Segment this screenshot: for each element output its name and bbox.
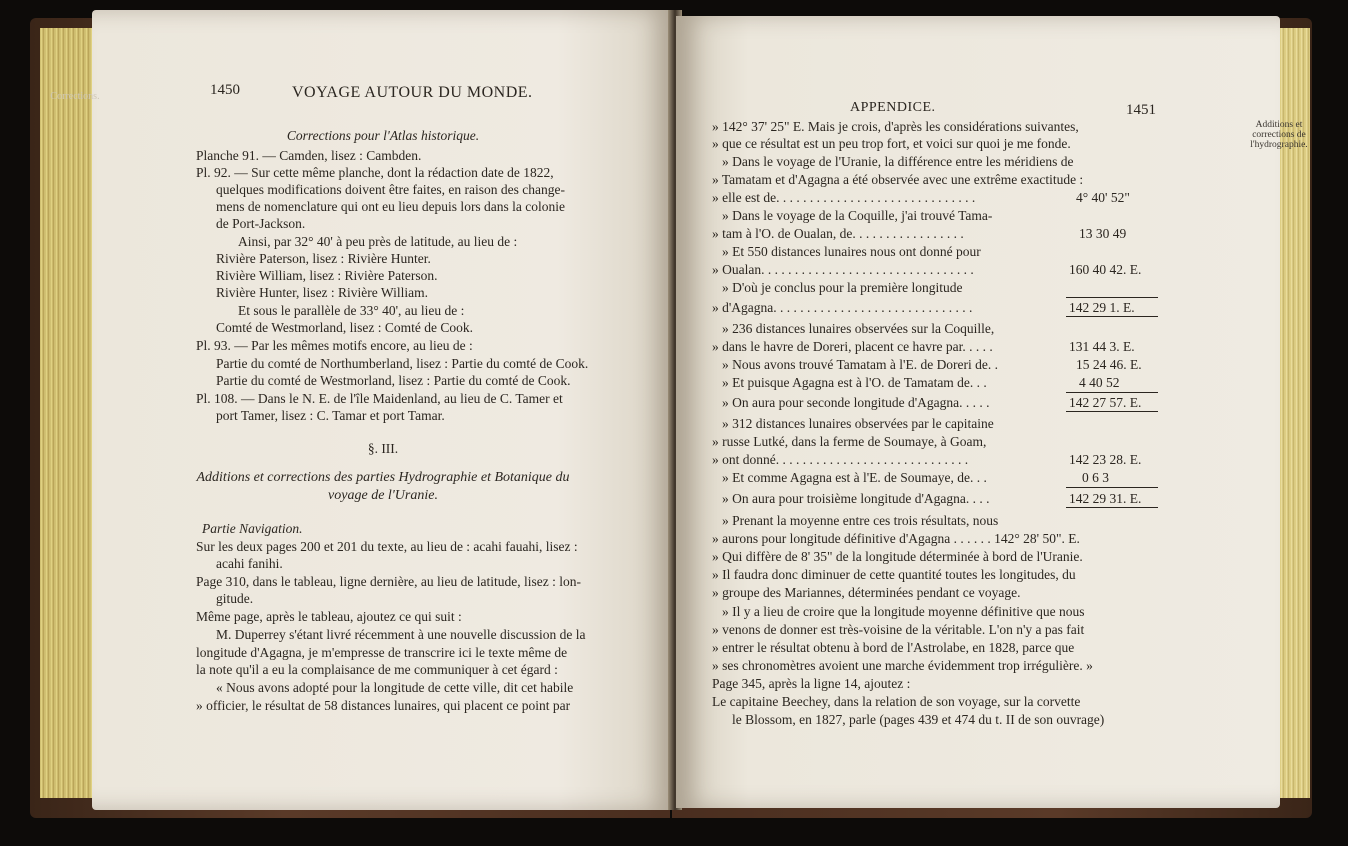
text-line: acahi fanihi. xyxy=(216,556,283,571)
text-line: Et sous le parallèle de 33° 40', au lieu de : xyxy=(238,303,465,318)
sum-rule xyxy=(1066,487,1158,488)
table-row-label: » Et 550 distances lunaires nous ont donné pour xyxy=(722,244,981,259)
text-line: le Blossom, en 1827, parle (pages 439 et 474 du t. II de son ouvrage) xyxy=(732,712,1105,727)
table-row-label: » d'Agagna. . . . . . . . . . . . . . . . . . . . . . . . . . . . . . xyxy=(712,300,973,315)
table-row-label: » Et puisque Agagna est à l'O. de Tamatam de. . . xyxy=(722,375,987,390)
table-row-value: 142 29 1. E. xyxy=(1069,300,1135,315)
sum-rule xyxy=(1066,392,1158,393)
text-line: gitude. xyxy=(216,591,254,606)
text-line: longitude d'Agagna, je m'empresse de transcrire ici le texte même de xyxy=(196,645,568,660)
table-row-value: 142 23 28. E. xyxy=(1069,452,1142,467)
text-line: » 142° 37' 25" E. Mais je crois, d'après les considérations suivantes, xyxy=(712,119,1079,134)
additions-title-cont: voyage de l'Uranie. xyxy=(328,488,438,503)
running-head-right: APPENDICE. xyxy=(850,100,936,115)
table-row-label: » On aura pour seconde longitude d'Agagna. . . . . xyxy=(722,395,990,410)
page-edges-left xyxy=(40,28,92,798)
page-number-left: 1450 xyxy=(210,82,240,98)
text-line: mens de nomenclature qui ont eu lieu depuis lors dans la colonie xyxy=(216,199,566,214)
table-row-label: » 236 distances lunaires observées sur la Coquille, xyxy=(722,321,995,336)
result-rule xyxy=(1066,507,1158,508)
text-line: Rivière Paterson, lisez : Rivière Hunter. xyxy=(216,251,431,266)
text-line: port Tamer, lisez : C. Tamar et port Tamar. xyxy=(216,408,445,423)
text-line: » venons de donner est très-voisine de la véritable. L'on n'y a pas fait xyxy=(712,622,1085,637)
text-line: Page 310, dans le tableau, ligne dernière, au lieu de latitude, lisez : lon- xyxy=(196,574,581,589)
text-line: » Dans le voyage de l'Uranie, la différence entre les méridiens de xyxy=(722,154,1074,169)
table-row-label: » ont donné. . . . . . . . . . . . . . . . . . . . . . . . . . . . . xyxy=(712,452,969,467)
text-line: » officier, le résultat de 58 distances lunaires, qui placent ce point par xyxy=(196,698,571,713)
section-mark: §. III. xyxy=(367,441,399,456)
table-row-value: 142 27 57. E. xyxy=(1069,395,1142,410)
table-row-label: » Oualan. . . . . . . . . . . . . . . . . . . . . . . . . . . . . . . . xyxy=(712,262,974,277)
sum-rule xyxy=(1066,297,1158,298)
table-row-value: 4° 40' 52" xyxy=(1076,190,1130,205)
text-line: la note qu'il a eu la complaisance de me communiquer à cet égard : xyxy=(196,662,558,677)
table-row-value: 131 44 3. E. xyxy=(1069,339,1135,354)
text-line: » Tamatam et d'Agagna a été observée avec une extrême exactitude : xyxy=(712,172,1084,187)
text-line: Sur les deux pages 200 et 201 du texte, au lieu de : acahi fauahi, lisez : xyxy=(196,539,578,554)
text-line: Pl. 108. — Dans le N. E. de l'île Maidenland, au lieu de C. Tamer et xyxy=(196,391,563,406)
table-row-label: » D'où je conclus pour la première longitude xyxy=(722,280,963,295)
text-line: » Il faudra donc diminuer de cette quantité toutes les longitudes, du xyxy=(712,567,1076,582)
table-row-value: 15 24 46. E. xyxy=(1076,357,1142,372)
table-row-value: 13 30 49 xyxy=(1079,226,1127,241)
text-line: Le capitaine Beechey, dans la relation de son voyage, sur la corvette xyxy=(712,694,1081,709)
result-rule xyxy=(1066,411,1158,412)
text-line: » entrer le résultat obtenu à bord de l'Astrolabe, en 1828, parce que xyxy=(712,640,1075,655)
additions-title: Additions et corrections des parties Hydrographie et Botanique du xyxy=(196,470,570,485)
text-line: » Qui diffère de 8' 35" de la longitude déterminée à bord de l'Uranie. xyxy=(712,549,1083,564)
table-row-label: » dans le havre de Doreri, placent ce havre par. . . . . xyxy=(712,339,993,354)
text-line: Pl. 92. — Sur cette même planche, dont la rédaction date de 1822, xyxy=(196,165,554,180)
text-line: » que ce résultat est un peu trop fort, et voici sur quoi je me fonde. xyxy=(712,136,1071,151)
text-line: « Nous avons adopté pour la longitude de cette ville, dit cet habile xyxy=(216,680,574,695)
text-line: Partie du comté de Westmorland, lisez : Partie du comté de Cook. xyxy=(216,373,571,388)
table-row-label: » russe Lutké, dans la ferme de Soumaye, à Goam, xyxy=(712,434,987,449)
table-row-value: 160 40 42. E. xyxy=(1069,262,1142,277)
table-row-label: » 312 distances lunaires observées par le capitaine xyxy=(722,416,994,431)
page-number-right: 1451 xyxy=(1126,102,1156,118)
result-rule xyxy=(1066,316,1158,317)
left-page xyxy=(92,10,674,810)
text-line: Pl. 93. — Par les mêmes motifs encore, au lieu de : xyxy=(196,338,473,353)
text-line: quelques modifications doivent être faites, en raison des change- xyxy=(216,182,566,197)
table-row-label: » Nous avons trouvé Tamatam à l'E. de Doreri de. . xyxy=(722,357,999,372)
text-line: Ainsi, par 32° 40' à peu près de latitude, au lieu de : xyxy=(238,234,518,249)
table-row-label: » tam à l'O. de Oualan, de. . . . . . . . . . . . . . . . . xyxy=(712,226,964,241)
text-line: » groupe des Mariannes, déterminées pendant ce voyage. xyxy=(712,585,1021,600)
text-line: Même page, après le tableau, ajoutez ce qui suit : xyxy=(196,609,462,624)
partie-heading: Partie Navigation. xyxy=(202,521,303,536)
table-row-label: » Et comme Agagna est à l'E. de Soumaye, de. . . xyxy=(722,470,987,485)
margin-note-right: Additions et corrections de l'hydrographie. xyxy=(1250,120,1308,150)
section-title: Corrections pour l'Atlas historique. xyxy=(286,128,480,143)
table-row-value: 142 29 31. E. xyxy=(1069,491,1142,506)
text-line: Rivière William, lisez : Rivière Paterson. xyxy=(216,268,438,283)
table-row-label: » On aura pour troisième longitude d'Agagna. . . . xyxy=(722,491,990,506)
table-row-label: » elle est de. . . . . . . . . . . . . . . . . . . . . . . . . . . . . . xyxy=(712,190,976,205)
running-head-left: VOYAGE AUTOUR DU MONDE. xyxy=(292,84,533,101)
table-row-value: 4 40 52 xyxy=(1079,375,1120,390)
text-line: Rivière Hunter, lisez : Rivière William. xyxy=(216,285,428,300)
text-line: Comté de Westmorland, lisez : Comté de Cook. xyxy=(216,320,474,335)
text-line: Partie du comté de Northumberland, lisez : Partie du comté de Cook. xyxy=(216,356,589,371)
table-row-value: 0 6 3 xyxy=(1082,470,1109,485)
right-page xyxy=(676,16,1280,808)
text-line: Planche 91. — Camden, lisez : Cambden. xyxy=(196,148,422,163)
text-line: » Il y a lieu de croire que la longitude moyenne définitive que nous xyxy=(722,604,1085,619)
text-line: » ses chronomètres avoient une marche évidemment trop irrégulière. » xyxy=(712,658,1093,673)
text-line: M. Duperrey s'étant livré récemment à une nouvelle discussion de la xyxy=(216,627,586,642)
text-line: Page 345, après la ligne 14, ajoutez : xyxy=(712,676,911,691)
margin-note-left: Corrections. xyxy=(50,91,100,102)
text-line: » aurons pour longitude définitive d'Agagna . . . . . . 142° 28' 50". E. xyxy=(712,531,1080,546)
text-line: » Prenant la moyenne entre ces trois résultats, nous xyxy=(722,513,999,528)
table-row-label: » Dans le voyage de la Coquille, j'ai trouvé Tama- xyxy=(722,208,993,223)
text-line: de Port-Jackson. xyxy=(216,216,306,231)
